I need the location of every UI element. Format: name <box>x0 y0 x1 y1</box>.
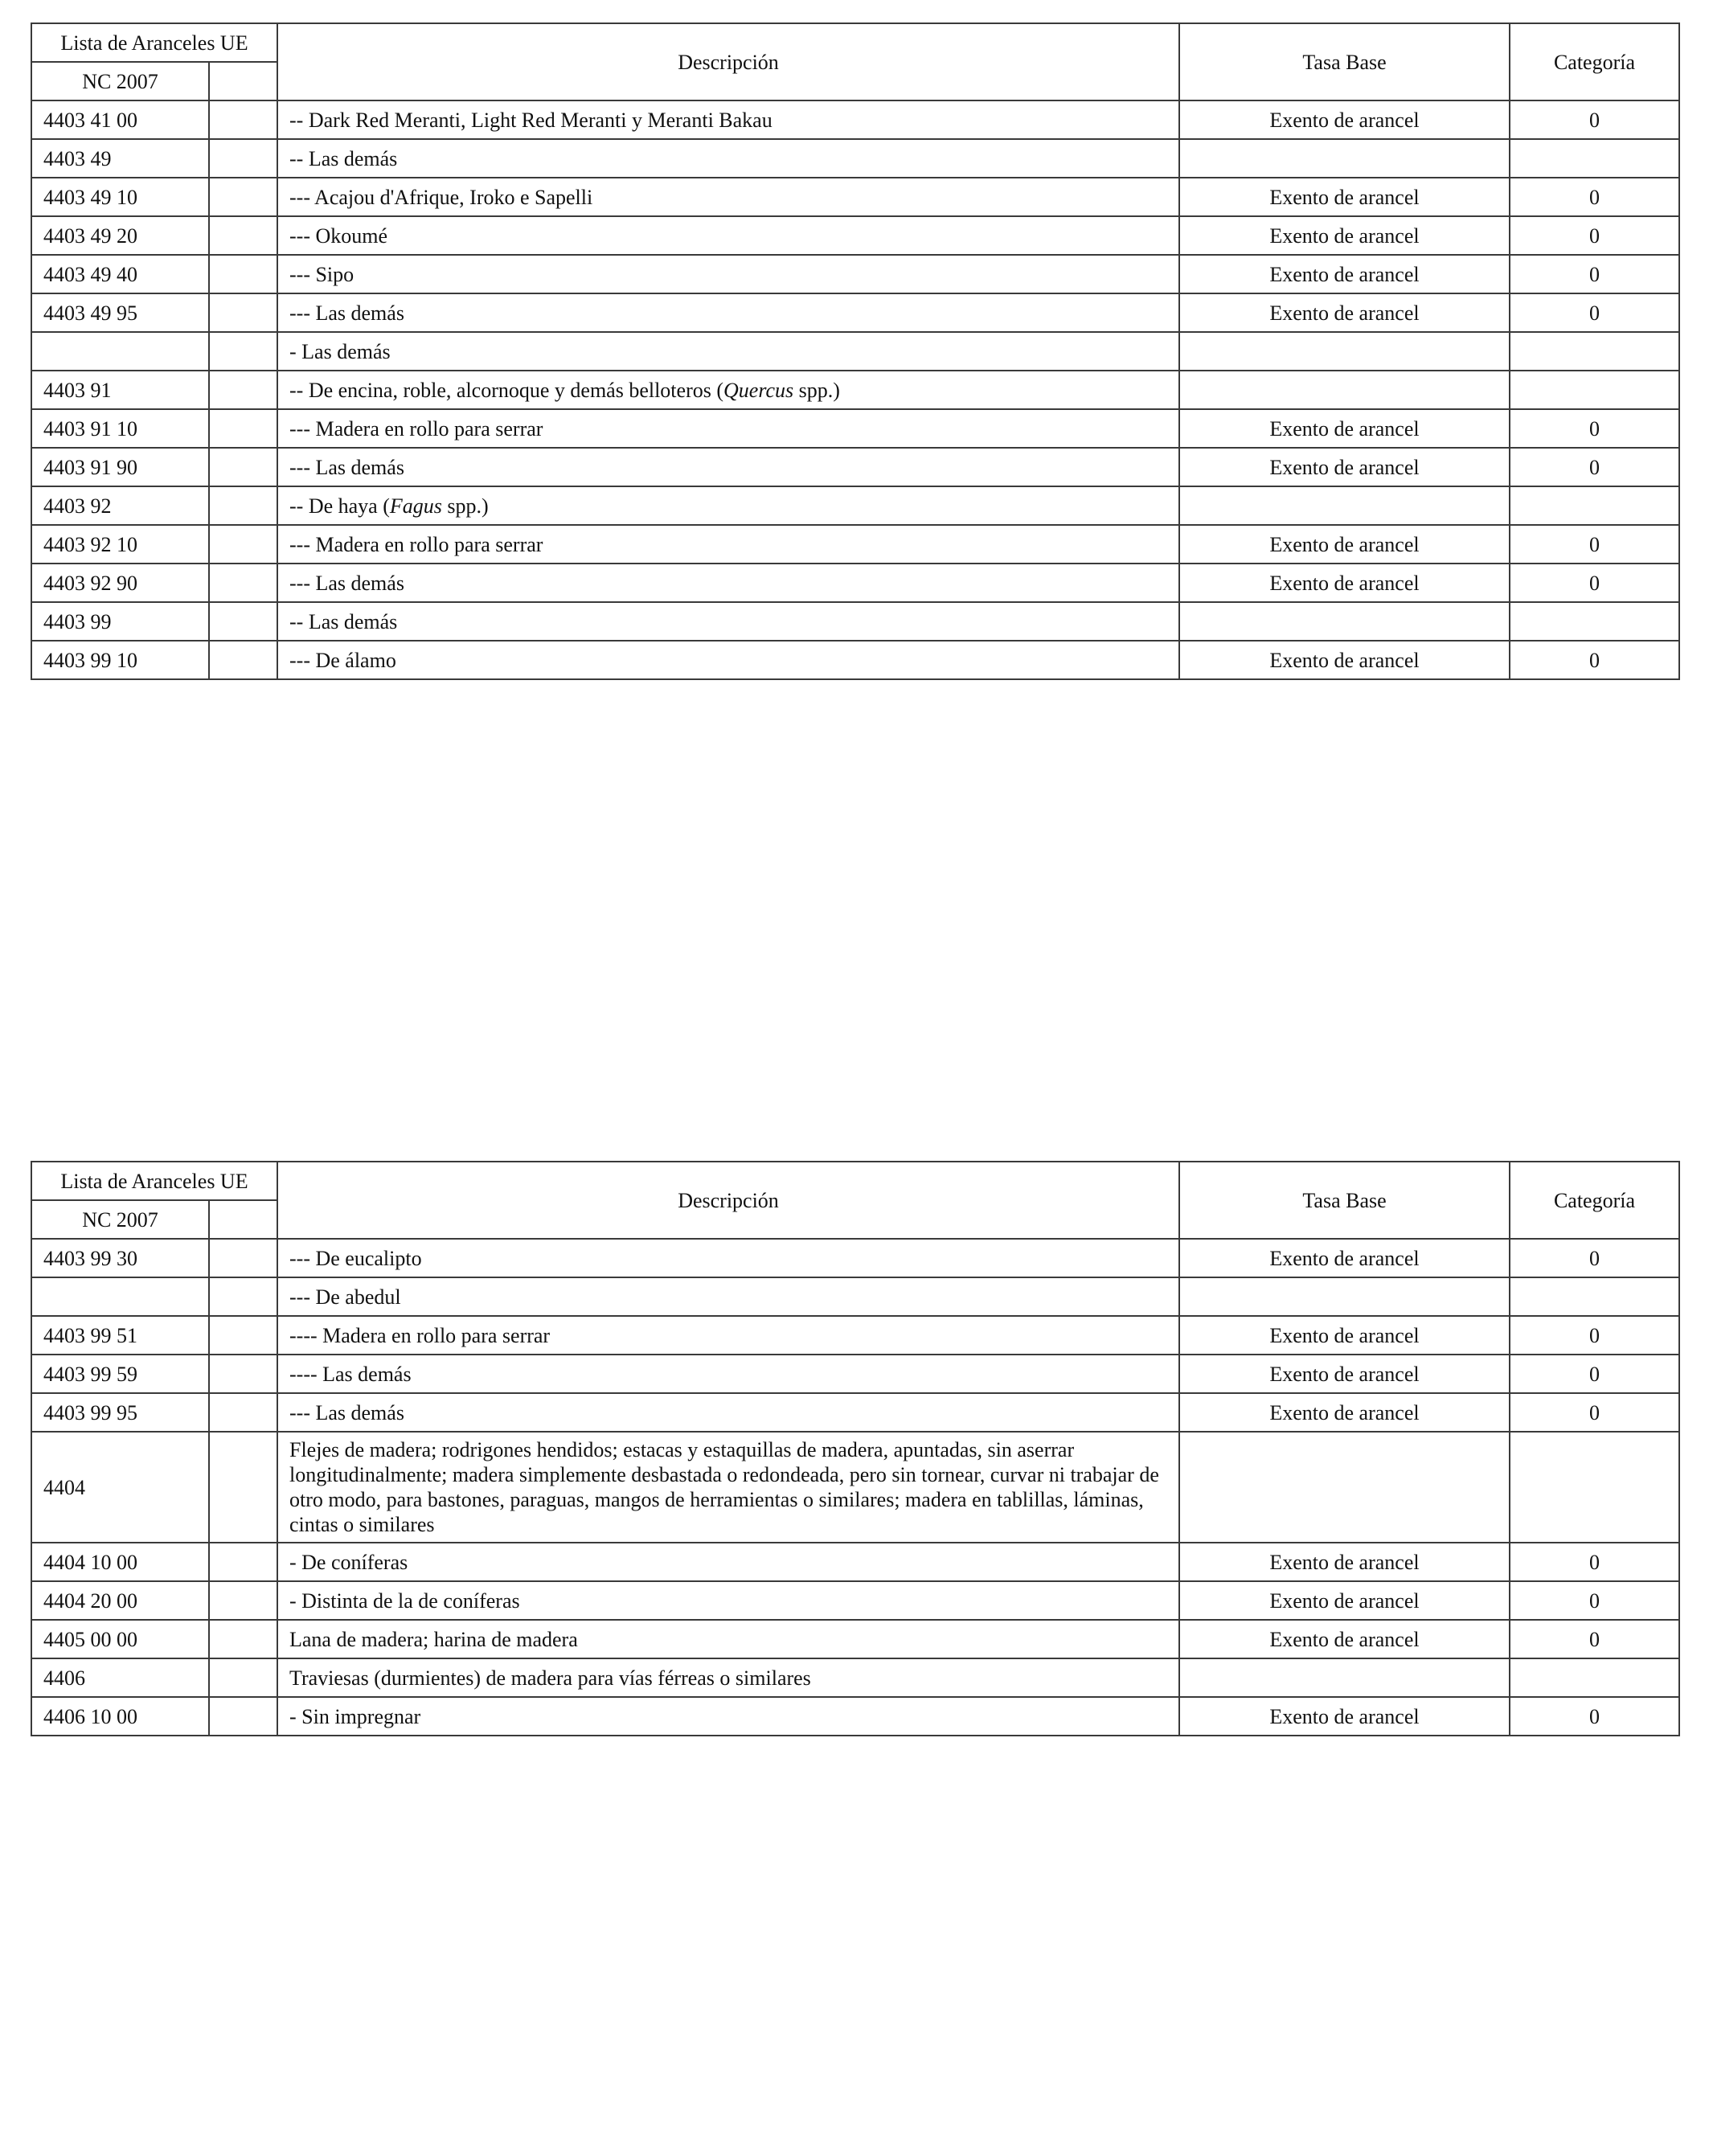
rate-cell: Exento de arancel <box>1179 100 1510 139</box>
description-cell <box>277 371 1179 409</box>
category-cell: 0 <box>1510 1620 1679 1658</box>
table-row <box>31 1543 1679 1581</box>
table-row <box>31 409 1679 448</box>
description-cell <box>277 1316 1179 1355</box>
code-cell: 4403 49 95 <box>31 293 209 332</box>
blank-cell <box>209 1658 277 1697</box>
table-header <box>31 1162 1679 1239</box>
description-text: - Sin impregnar <box>289 1704 421 1728</box>
code-cell <box>31 1277 209 1316</box>
code-cell: 4403 99 10 <box>31 641 209 679</box>
blank-cell <box>209 448 277 486</box>
code-cell: 4403 49 40 <box>31 255 209 293</box>
category-cell <box>1510 602 1679 641</box>
category-cell: 0 <box>1510 216 1679 255</box>
blank-cell <box>209 486 277 525</box>
rate-cell: Exento de arancel <box>1179 525 1510 564</box>
rate-cell: Exento de arancel <box>1179 178 1510 216</box>
description-cell <box>277 332 1179 371</box>
blank-cell <box>209 371 277 409</box>
rate-cell <box>1179 602 1510 641</box>
category-cell: 0 <box>1510 448 1679 486</box>
description-cell <box>277 1239 1179 1277</box>
blank-cell <box>209 139 277 178</box>
rate-cell: Exento de arancel <box>1179 564 1510 602</box>
description-text: -- De haya ( <box>289 494 390 518</box>
table-row <box>31 1239 1679 1277</box>
table-row <box>31 1697 1679 1736</box>
header-blank-cell <box>209 1200 277 1239</box>
header-description: Descripción <box>277 1162 1179 1239</box>
description-cell <box>277 486 1179 525</box>
rate-cell: Exento de arancel <box>1179 409 1510 448</box>
description-text: --- Las demás <box>289 301 404 325</box>
description-text: ---- Madera en rollo para serrar <box>289 1323 551 1347</box>
blank-cell <box>209 1543 277 1581</box>
description-cell <box>277 1658 1179 1697</box>
code-cell: 4404 <box>31 1432 209 1543</box>
rate-cell: Exento de arancel <box>1179 1355 1510 1393</box>
blank-cell <box>209 564 277 602</box>
table-row <box>31 178 1679 216</box>
rate-cell <box>1179 332 1510 371</box>
table-header <box>31 23 1679 100</box>
blank-cell <box>209 525 277 564</box>
description-text: Flejes de madera; rodrigones hendidos; estacas y estaquillas de madera, apuntadas, sin aserrar longitudinalmente; madera simplemente desbastada o redondeada, pero sin tornear, curvar ni trabajar de otro modo, para bastones, paraguas, mangos de herramientas o similares; madera en tablillas, láminas, cintas o similares <box>289 1438 1159 1536</box>
description-text: -- De encina, roble, alcornoque y demás belloteros ( <box>289 378 724 402</box>
blank-cell <box>209 178 277 216</box>
description-text: --- Acajou d'Afrique, Iroko e Sapelli <box>289 185 593 209</box>
description-text: --- Madera en rollo para serrar <box>289 416 543 441</box>
blank-cell <box>209 1620 277 1658</box>
blank-cell <box>209 1393 277 1432</box>
description-cell <box>277 1620 1179 1658</box>
table-row <box>31 602 1679 641</box>
code-cell: 4406 10 00 <box>31 1697 209 1736</box>
header-category: Categoría <box>1510 1162 1679 1239</box>
category-cell: 0 <box>1510 293 1679 332</box>
description-text: --- De eucalipto <box>289 1246 422 1270</box>
italic-term: Quercus <box>723 378 794 402</box>
description-cell <box>277 602 1179 641</box>
table-row <box>31 100 1679 139</box>
blank-cell <box>209 255 277 293</box>
code-cell: 4403 91 <box>31 371 209 409</box>
blank-cell <box>209 100 277 139</box>
header-description: Descripción <box>277 23 1179 100</box>
tariff-table-2 <box>31 1161 1680 1736</box>
description-text: --- De abedul <box>289 1285 401 1309</box>
table-row <box>31 486 1679 525</box>
blank-cell <box>209 1239 277 1277</box>
table-row <box>31 1432 1679 1543</box>
blank-cell <box>209 1581 277 1620</box>
description-text: spp.) <box>441 494 489 518</box>
description-text: - De coníferas <box>289 1550 408 1574</box>
rate-cell: Exento de arancel <box>1179 255 1510 293</box>
table-row <box>31 216 1679 255</box>
rate-cell <box>1179 371 1510 409</box>
header-rate: Tasa Base <box>1179 23 1510 100</box>
header-rate: Tasa Base <box>1179 1162 1510 1239</box>
header-blank-cell <box>209 62 277 100</box>
code-cell: 4403 99 95 <box>31 1393 209 1432</box>
table-row <box>31 293 1679 332</box>
header-group-label: Lista de Aranceles UE <box>31 1162 277 1200</box>
code-cell: 4403 91 10 <box>31 409 209 448</box>
description-text: --- De álamo <box>289 648 396 672</box>
code-cell: 4403 49 <box>31 139 209 178</box>
rate-cell: Exento de arancel <box>1179 641 1510 679</box>
description-cell <box>277 1393 1179 1432</box>
description-text: Traviesas (durmientes) de madera para vías férreas o similares <box>289 1666 811 1690</box>
description-cell <box>277 293 1179 332</box>
header-category: Categoría <box>1510 23 1679 100</box>
table-body <box>31 100 1679 679</box>
description-cell <box>277 178 1179 216</box>
description-cell <box>277 1355 1179 1393</box>
blank-cell <box>209 1316 277 1355</box>
rate-cell: Exento de arancel <box>1179 216 1510 255</box>
rate-cell: Exento de arancel <box>1179 1316 1510 1355</box>
category-cell: 0 <box>1510 1355 1679 1393</box>
blank-cell <box>209 409 277 448</box>
table-row <box>31 255 1679 293</box>
description-cell <box>277 564 1179 602</box>
table-row <box>31 1316 1679 1355</box>
code-cell: 4404 20 00 <box>31 1581 209 1620</box>
table-row <box>31 139 1679 178</box>
description-cell <box>277 1432 1179 1543</box>
blank-cell <box>209 293 277 332</box>
blank-cell <box>209 1697 277 1736</box>
header-code: NC 2007 <box>31 62 209 100</box>
category-cell: 0 <box>1510 1543 1679 1581</box>
category-cell: 0 <box>1510 1697 1679 1736</box>
table-body <box>31 1239 1679 1736</box>
rate-cell <box>1179 1658 1510 1697</box>
table-row <box>31 371 1679 409</box>
rate-cell <box>1179 1432 1510 1543</box>
rate-cell <box>1179 1277 1510 1316</box>
description-text: ---- Las demás <box>289 1362 412 1386</box>
code-cell: 4403 99 59 <box>31 1355 209 1393</box>
description-cell <box>277 139 1179 178</box>
code-cell: 4403 92 10 <box>31 525 209 564</box>
category-cell <box>1510 371 1679 409</box>
blank-cell <box>209 332 277 371</box>
description-cell <box>277 641 1179 679</box>
category-cell: 0 <box>1510 255 1679 293</box>
rate-cell: Exento de arancel <box>1179 1697 1510 1736</box>
code-cell: 4403 49 10 <box>31 178 209 216</box>
category-cell <box>1510 1432 1679 1543</box>
description-cell <box>277 409 1179 448</box>
category-cell <box>1510 139 1679 178</box>
description-text: --- Okoumé <box>289 223 388 248</box>
blank-cell <box>209 641 277 679</box>
rate-cell: Exento de arancel <box>1179 293 1510 332</box>
code-cell: 4406 <box>31 1658 209 1697</box>
table-row <box>31 448 1679 486</box>
description-cell <box>277 255 1179 293</box>
code-cell: 4405 00 00 <box>31 1620 209 1658</box>
code-cell: 4403 92 <box>31 486 209 525</box>
table-row <box>31 564 1679 602</box>
category-cell <box>1510 332 1679 371</box>
italic-term: Fagus <box>389 494 442 518</box>
blank-cell <box>209 1432 277 1543</box>
code-cell: 4403 92 90 <box>31 564 209 602</box>
description-cell <box>277 448 1179 486</box>
category-cell: 0 <box>1510 525 1679 564</box>
category-cell: 0 <box>1510 1393 1679 1432</box>
blank-cell <box>209 1355 277 1393</box>
description-cell <box>277 1277 1179 1316</box>
rate-cell: Exento de arancel <box>1179 1393 1510 1432</box>
description-text: -- Las demás <box>289 146 398 170</box>
header-group-label: Lista de Aranceles UE <box>31 23 277 62</box>
table-row <box>31 641 1679 679</box>
code-cell <box>31 332 209 371</box>
table-row <box>31 1620 1679 1658</box>
category-cell <box>1510 1277 1679 1316</box>
rate-cell: Exento de arancel <box>1179 1543 1510 1581</box>
table-row <box>31 332 1679 371</box>
category-cell: 0 <box>1510 409 1679 448</box>
rate-cell: Exento de arancel <box>1179 1581 1510 1620</box>
category-cell: 0 <box>1510 100 1679 139</box>
description-text: --- Las demás <box>289 1400 404 1424</box>
table-row <box>31 1277 1679 1316</box>
rate-cell <box>1179 486 1510 525</box>
description-text: --- Las demás <box>289 571 404 595</box>
rate-cell: Exento de arancel <box>1179 1620 1510 1658</box>
tariff-table-1 <box>31 23 1680 680</box>
description-text: -- Dark Red Meranti, Light Red Meranti y Meranti Bakau <box>289 108 773 132</box>
description-text: --- Madera en rollo para serrar <box>289 532 543 556</box>
code-cell: 4403 99 30 <box>31 1239 209 1277</box>
rate-cell: Exento de arancel <box>1179 1239 1510 1277</box>
description-cell <box>277 1581 1179 1620</box>
category-cell <box>1510 486 1679 525</box>
category-cell <box>1510 1658 1679 1697</box>
code-cell: 4403 91 90 <box>31 448 209 486</box>
description-text: --- Sipo <box>289 262 355 286</box>
description-text: Lana de madera; harina de madera <box>289 1627 578 1651</box>
blank-cell <box>209 216 277 255</box>
description-text: --- Las demás <box>289 455 404 479</box>
category-cell: 0 <box>1510 641 1679 679</box>
description-cell <box>277 1543 1179 1581</box>
rate-cell <box>1179 139 1510 178</box>
category-cell: 0 <box>1510 564 1679 602</box>
table-row <box>31 1581 1679 1620</box>
rate-cell: Exento de arancel <box>1179 448 1510 486</box>
code-cell: 4404 10 00 <box>31 1543 209 1581</box>
category-cell: 0 <box>1510 1581 1679 1620</box>
category-cell: 0 <box>1510 1316 1679 1355</box>
table-row <box>31 525 1679 564</box>
description-cell <box>277 525 1179 564</box>
table-row <box>31 1355 1679 1393</box>
description-text: - Las demás <box>289 339 391 363</box>
category-cell: 0 <box>1510 178 1679 216</box>
description-cell <box>277 1697 1179 1736</box>
description-text: -- Las demás <box>289 609 398 633</box>
description-cell <box>277 100 1179 139</box>
blank-cell <box>209 1277 277 1316</box>
category-cell: 0 <box>1510 1239 1679 1277</box>
header-code: NC 2007 <box>31 1200 209 1239</box>
table-row <box>31 1658 1679 1697</box>
code-cell: 4403 49 20 <box>31 216 209 255</box>
code-cell: 4403 99 51 <box>31 1316 209 1355</box>
table-row <box>31 1393 1679 1432</box>
description-text: - Distinta de la de coníferas <box>289 1588 520 1613</box>
description-cell <box>277 216 1179 255</box>
description-text: spp.) <box>793 378 840 402</box>
code-cell: 4403 41 00 <box>31 100 209 139</box>
code-cell: 4403 99 <box>31 602 209 641</box>
blank-cell <box>209 602 277 641</box>
